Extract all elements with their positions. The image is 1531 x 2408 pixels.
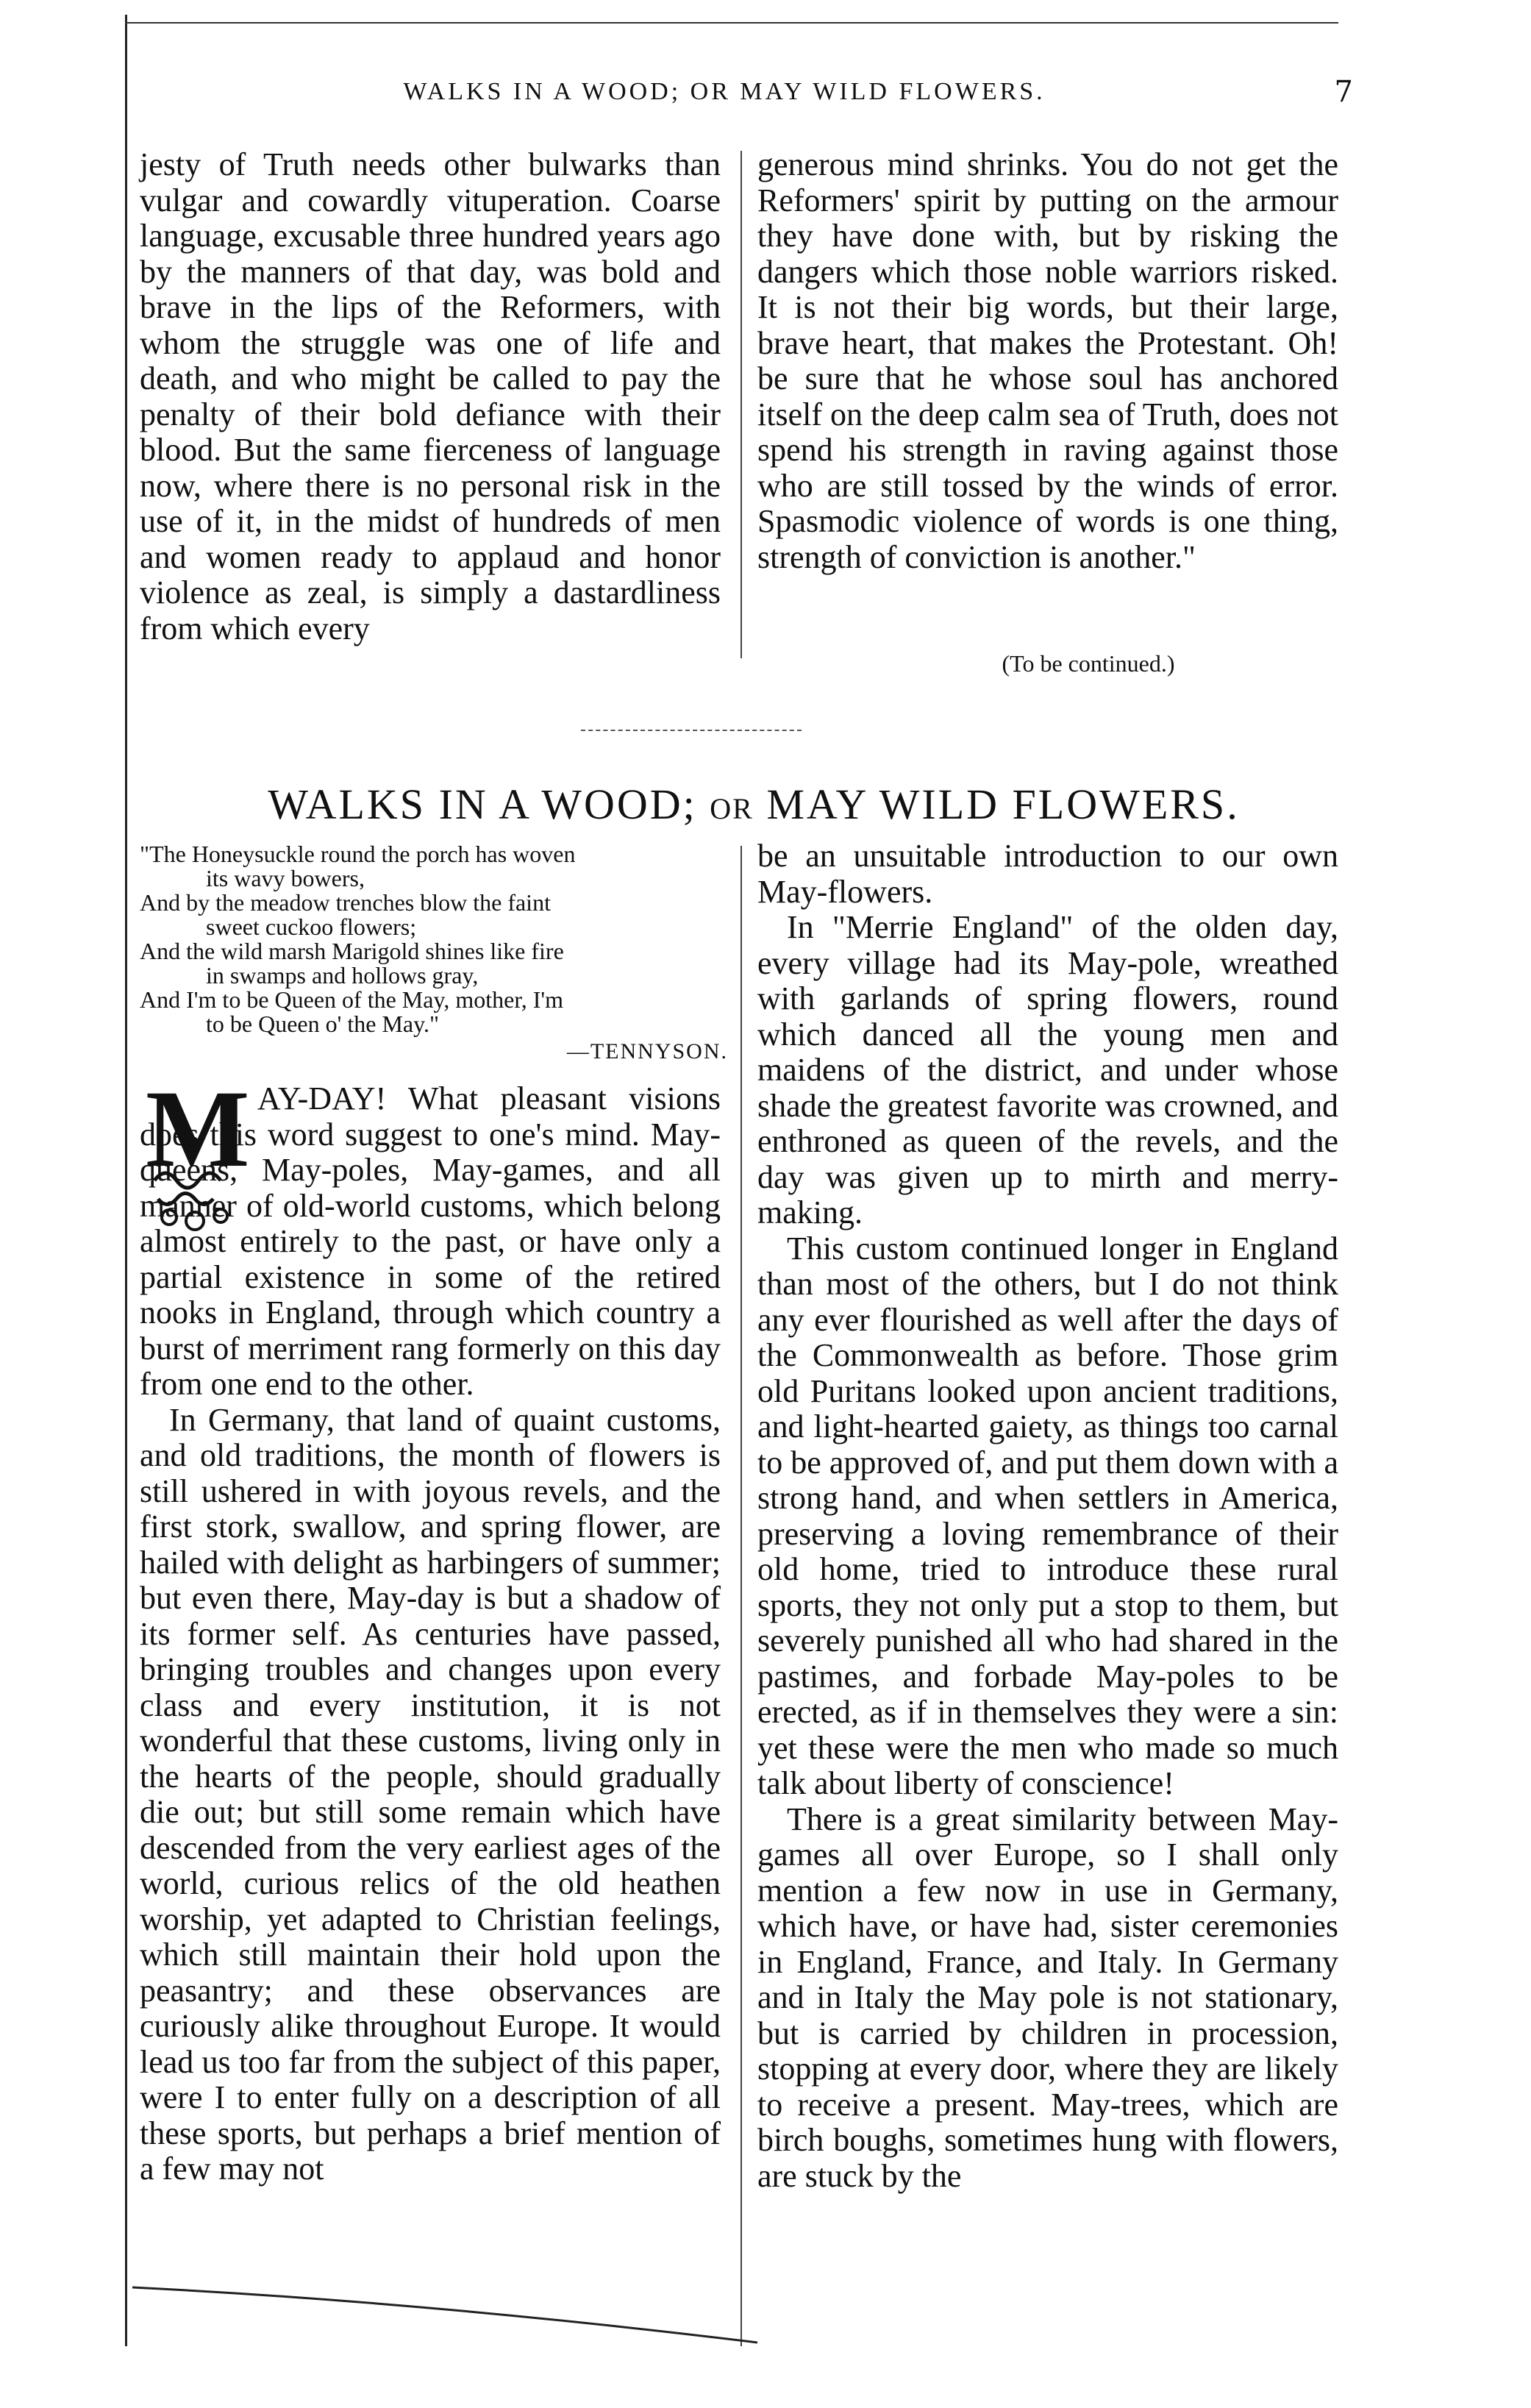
top-right-column <box>757 147 1338 575</box>
epigraph <box>140 842 728 1064</box>
article-right-column <box>757 838 1338 2194</box>
epigraph-line: And I'm to be Queen of the May, mother, I'm <box>140 986 564 1013</box>
paragraph: In Germany, that land of quaint customs, and old traditions, the month of flowers is still ushered in with joyous revels, and the first stork, swallow, and spring flower, are hailed with delight as harbingers of summer; but even there, May-day is but a shadow of its former self. As centuries have passed, bringing troubles and changes upon every class and every institution, it is not wonderful that these customs, living only in the hearts of the people, should gradually die out; but still some remain which have descended from the very earliest ages of the world, curious relics of the old heathen worship, yet adapted to Christian feelings, which still maintain their hold upon the peasantry; and these observances are curiously alike throughout Europe. It would lead us too far from the subject of this paper, were I to enter fully on a description of all these sports, but perhaps a brief mention of a few may not <box>140 1401 721 2187</box>
article-left-column <box>140 1081 721 2187</box>
paragraph: generous mind shrinks. You do not get the Reformers' spirit by putting on the armour they have done with, but by risking the dangers which those noble warriors risked. It is not their big words, but their large, brave heart, that makes the Protestant. Oh! be sure that he whose soul has anchored itself on the deep calm sea of Truth, does not spend his strength in raving against those who are still tossed by the winds of error. Spasmodic violence of words is one thing, strength of conviction is another." <box>757 146 1338 575</box>
paragraph: There is a great similarity between May-games all over Europe, so I shall only mention a few now in use in Germany, which have, or have had, sister ceremonies in England, France, and Italy. In Germany and in Italy the May pole is not stationary, but is carried by children in procession, stopping at every door, where they are likely to receive a present. May-trees, which are birch boughs, sometimes hung with flowers, are stuck by the <box>757 1800 1338 2194</box>
drop-cap-letter: M <box>146 1077 250 1190</box>
epigraph-line: in swamps and hollows gray, <box>206 962 479 989</box>
paragraph: jesty of Truth needs other bulwarks than vulgar and cowardly vituperation. Coarse language, excusable three hundred years ago by the manners of that day, was bold and brave in the lips of the Reformers, with whom the struggle was one of life and death, and who might be called to pay the penalty of their bold defiance with their blood. But the same fierceness of language now, where there is no personal risk in the use of it, in the midst of hundreds of men and women ready to applaud and honor violence as zeal, is simply a dastardliness from which every <box>140 146 721 646</box>
section-divider <box>581 730 802 731</box>
article-title <box>147 780 1360 829</box>
epigraph-line: "The Honeysuckle round the porch has woven <box>140 841 576 867</box>
top-rule <box>125 22 1338 24</box>
epigraph-line: And by the meadow trenches blow the faint <box>140 889 551 916</box>
column-rule-top <box>740 151 742 658</box>
epigraph-line: sweet cuckoo flowers; <box>206 913 417 940</box>
epigraph-line: And the wild marsh Marigold shines like fire <box>140 938 564 964</box>
top-left-column <box>140 147 721 646</box>
epigraph-line: its wavy bowers, <box>206 865 365 891</box>
title-or: OR <box>710 792 754 825</box>
paragraph: be an unsuitable introduction to our own May-flowers. <box>757 838 1338 910</box>
paragraph: This custom continued longer in England than most of the others, but I do not think any ever flourished as well after the days of the Commonwealth as before. Those grim old Puritans looked upon ancient traditions, and light-hearted gaiety, as things too carnal to be approved of, and put them down with a strong hand, and when settlers in America, preserving a loving remembrance of their old home, tried to introduce these rural sports, they not only put a stop to them, but severely punished all who had shared in the pastimes, and forbade May-poles to be erected, as if in themselves they were a sin: yet these were the men who made so much talk about liberty of conscience! <box>757 1230 1338 1801</box>
page-number: 7 <box>1334 75 1353 109</box>
paragraph <box>140 1081 721 1403</box>
paragraph: In "Merrie England" of the olden day, every village had its May-pole, wreathed with garlands of spring flowers, round which danced all the young men and maidens of the district, and under whose shade the greatest favorite was crowned, and enthroned as queen of the revels, and the day was given up to mirth and merry-making. <box>757 909 1338 1230</box>
column-rule-article <box>740 846 742 2346</box>
opening-text: AY-DAY! What pleasant visions does this word suggest to one's mind. May-queens, May-poles, May-games, and all manner of old-world customs, which belong almost entirely to the past, or have only a partial existence in some of the retired nooks in England, through which country a burst of merriment rang formerly on this day from one end to the other. <box>140 1080 721 1402</box>
to-be-continued: (To be continued.) <box>1002 650 1175 677</box>
running-header <box>140 70 1353 114</box>
epigraph-line: to be Queen o' the May." <box>206 1011 440 1037</box>
page-curl-edge <box>132 2280 757 2346</box>
running-title: WALKS IN A WOOD; OR MAY WILD FLOWERS. <box>403 78 1046 105</box>
title-rest: MAY WILD FLOWERS. <box>766 780 1240 828</box>
epigraph-attribution: —TENNYSON. <box>566 1039 728 1064</box>
title-main: WALKS IN A WOOD; <box>268 780 697 828</box>
